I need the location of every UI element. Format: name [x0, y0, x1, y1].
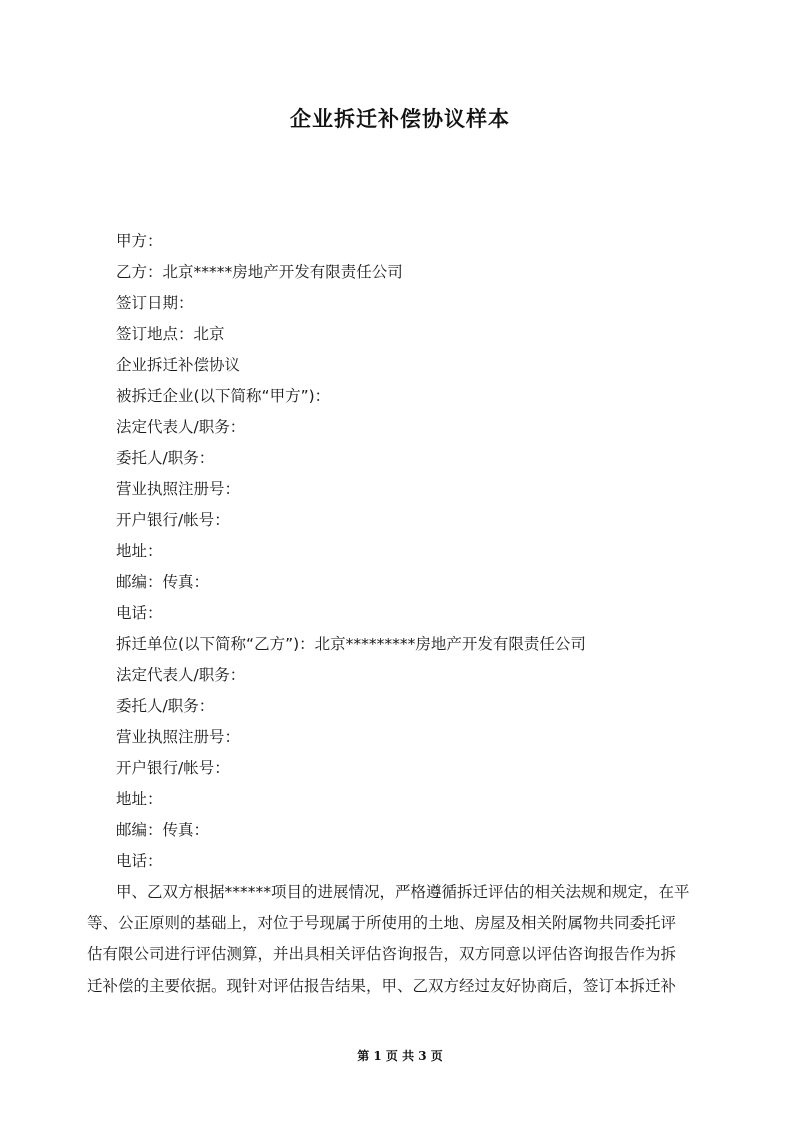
line-a-postcode-fax: 邮编：传真：: [116, 573, 210, 591]
line-party-b: 乙方：北京*****房地产开发有限责任公司: [116, 263, 403, 281]
line-b-phone: 电话：: [116, 852, 163, 870]
body-paragraph: [87, 877, 716, 1002]
line-b-license: 营业执照注册号：: [116, 728, 241, 746]
line-b-postcode-fax: 邮编：传真：: [116, 821, 210, 839]
line-a-legal-rep: 法定代表人/职务：: [116, 418, 246, 436]
paragraph-line: 迁补偿的主要依据。现针对评估报告结果，甲、乙双方经过友好协商后，签订本拆迁补: [87, 976, 677, 995]
paragraph-line: 等、公正原则的基础上，对位于号现属于所使用的土地、房屋及相关附属物共同委托评: [87, 914, 677, 933]
line-b-legal-rep: 法定代表人/职务：: [116, 666, 246, 684]
document-title: 企业拆迁补偿协议样本: [290, 107, 510, 131]
line-sign-place: 签订地点：北京: [116, 325, 225, 343]
line-b-bank: 开户银行/帐号：: [116, 759, 230, 777]
line-a-agent: 委托人/职务：: [116, 449, 215, 467]
line-a-address: 地址：: [116, 542, 163, 560]
page-footer: 第 1 页 共 3 页: [357, 1049, 443, 1063]
line-party-a: 甲方：: [116, 232, 163, 250]
line-a-bank: 开户银行/帐号：: [116, 511, 230, 529]
line-sign-date: 签订日期：: [116, 294, 194, 312]
line-agreement-heading: 企业拆迁补偿协议: [116, 356, 241, 374]
line-b-address: 地址：: [116, 790, 163, 808]
paragraph-line: 估有限公司进行评估测算，并出具相关评估咨询报告，双方同意以评估咨询报告作为拆: [87, 945, 677, 964]
paragraph-line: 甲、乙双方根据******项目的进展情况，严格遵循拆迁评估的相关法规和规定，在平: [116, 883, 690, 901]
line-relocation-unit: 拆迁单位(以下简称“乙方”)：北京*********房地产开发有限责任公司: [116, 635, 586, 653]
line-a-phone: 电话：: [116, 604, 163, 622]
line-relocated-enterprise: 被拆迁企业(以下简称“甲方”)：: [116, 387, 331, 405]
line-b-agent: 委托人/职务：: [116, 697, 215, 715]
party-info-section: [116, 226, 716, 877]
line-a-license: 营业执照注册号：: [116, 480, 241, 498]
